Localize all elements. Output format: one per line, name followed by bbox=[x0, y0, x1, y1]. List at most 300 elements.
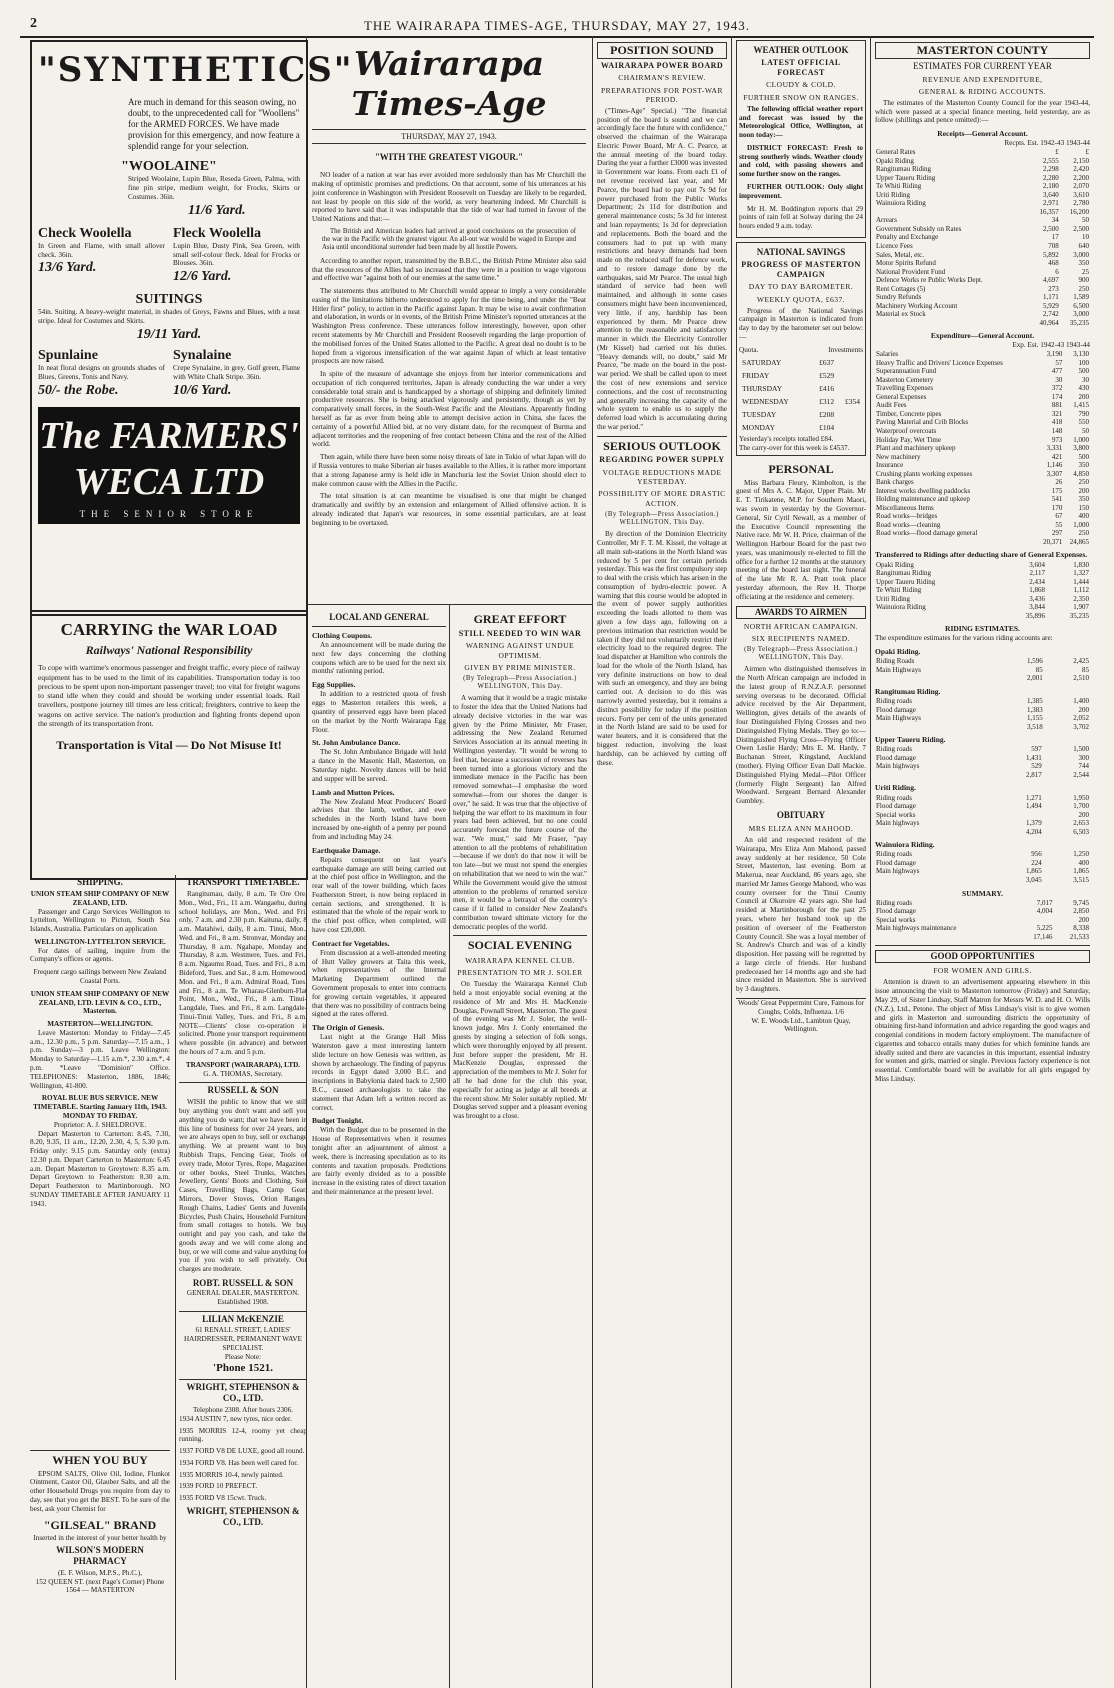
riding-row bbox=[875, 745, 1090, 754]
cell-label: Road works—flood damage general bbox=[876, 529, 978, 538]
expenditure-row bbox=[875, 538, 1090, 547]
synalaine-text: Crepe Synalaine, in grey. Golf green, Flame with White Chalk Stripe. 36in. bbox=[173, 364, 300, 381]
cell-value: 2,555 bbox=[1043, 156, 1059, 165]
cell-value: 1,155 bbox=[1026, 714, 1043, 723]
cell-value: 418 bbox=[1051, 418, 1063, 427]
cell-value: 21,533 bbox=[1069, 932, 1089, 941]
savings-day: MONDAY bbox=[742, 423, 776, 433]
receipts-row bbox=[875, 285, 1090, 294]
check-woolella-text: In Green and Flame, with small allover check. 36in. bbox=[38, 241, 165, 259]
cell-value: 2,200 bbox=[1073, 173, 1089, 182]
local-item-title: The Origin of Genesis. bbox=[312, 1023, 385, 1033]
cell-value: 881 bbox=[1051, 401, 1063, 410]
expenditure-row bbox=[875, 470, 1090, 479]
riding-row bbox=[875, 674, 1090, 683]
cell-value: 1,950 bbox=[1073, 793, 1089, 802]
editorial-body bbox=[312, 171, 586, 527]
receipts-row bbox=[875, 310, 1090, 319]
wright-car-list bbox=[179, 1415, 307, 1503]
local-item-text: Last night at the Grange Hall Miss Waterston gave a most interesting lantern slide lecture on how Genesis was written, as shown by archaeology. The finding of papyrus records in Egypt dated 3,000 B.C. and inscriptions in Babylonia dated back to 2,500 B.C., caused archaeologists to take the statement that Adam left a written record as correct. bbox=[312, 1033, 446, 1112]
receipts-row bbox=[875, 174, 1090, 183]
woolaine-title: "WOOLAINE" bbox=[121, 159, 217, 175]
local-general bbox=[312, 610, 446, 1680]
savings-row bbox=[741, 409, 861, 420]
summary-row bbox=[875, 899, 1090, 908]
cell-value: 30 bbox=[1055, 375, 1063, 384]
cell-value: 3,000 bbox=[1073, 250, 1089, 259]
riding-row bbox=[875, 828, 1090, 837]
serious-outlook-sub1: REGARDING POWER SUPPLY bbox=[599, 455, 725, 465]
wright-footer: WRIGHT, STEPHENSON & CO., LTD. bbox=[186, 1505, 300, 1527]
royal-blue-heading: ROYAL BLUE BUS SERVICE. NEW TIMETABLE. Starting January 11th, 1943. MONDAY TO FRIDAY. bbox=[33, 1094, 167, 1120]
cell-value: 2,425 bbox=[1073, 657, 1089, 666]
wilsons-pharmacy: WILSON'S MODERN PHARMACY bbox=[56, 1544, 144, 1566]
car-listing: 1934 AUSTIN 7, new tyres, nice order. bbox=[179, 1414, 292, 1423]
cell-value: 55 bbox=[1055, 520, 1063, 529]
expenditure-row bbox=[875, 495, 1090, 504]
weather-report: Mr H. M. Boddington reports that 29 points of rain fell at Solway during the 24 hours ended 9 a.m. today. bbox=[739, 204, 863, 231]
savings-box bbox=[736, 242, 866, 456]
savings-day: TUESDAY bbox=[742, 410, 777, 420]
cell-label: Upper Taueru Riding bbox=[876, 173, 936, 182]
cell-label: Main highways maintenance bbox=[876, 924, 957, 933]
cell-value: 350 bbox=[1078, 495, 1089, 504]
riding-name: Uriti Riding. bbox=[875, 783, 916, 793]
car-listing: 1939 FORD 10 PREFECT. bbox=[179, 1482, 258, 1491]
riding-intro: The expenditure estimates for the various riding accounts are: bbox=[875, 634, 1053, 643]
wright-phone: Telephone 2308. After hours 2306. bbox=[192, 1405, 294, 1414]
cell-label: Main highways bbox=[876, 819, 920, 828]
cell-label bbox=[875, 933, 1017, 942]
opportunities-heading: GOOD OPPORTUNITIES bbox=[875, 950, 1090, 963]
expenditure-row bbox=[875, 427, 1090, 436]
transfers-row bbox=[875, 603, 1090, 612]
cell-value: 3,190 bbox=[1046, 350, 1063, 359]
pharmacy-owner: (E. F. Wilson, M.P.S., Ph.C.), bbox=[57, 1568, 143, 1577]
shipping-column bbox=[30, 875, 170, 1435]
expenditure-row bbox=[875, 418, 1090, 427]
cell-label: Licence Fees bbox=[876, 241, 913, 250]
savings-investment bbox=[837, 383, 861, 394]
when-you-buy-ad bbox=[30, 1450, 170, 1681]
summary-row bbox=[875, 916, 1090, 925]
cell-label: Flood damage bbox=[876, 753, 916, 762]
riding-estimates bbox=[875, 647, 1090, 884]
cell-label: Audit Fees bbox=[876, 401, 907, 410]
savings-barometer bbox=[739, 355, 863, 436]
expenditure-row bbox=[875, 487, 1090, 496]
receipts-row bbox=[875, 216, 1090, 225]
gilseal-brand: "GILSEAL" BRAND bbox=[43, 1517, 157, 1532]
savings-row bbox=[741, 422, 861, 433]
cell-value: 3,436 bbox=[1029, 594, 1045, 603]
cell-value: 640 bbox=[1078, 241, 1089, 250]
expenditure-row bbox=[875, 453, 1090, 462]
awards-sub1: NORTH AFRICAN CAMPAIGN. bbox=[743, 621, 859, 631]
check-woolella-price: 13/6 Yard. bbox=[38, 260, 97, 276]
cell-value: 468 bbox=[1048, 259, 1059, 268]
cell-value: 708 bbox=[1048, 241, 1059, 250]
cell-label bbox=[875, 538, 1037, 547]
cell-label bbox=[875, 723, 997, 732]
receipts-row bbox=[875, 182, 1090, 191]
cell-value: 3,604 bbox=[1029, 560, 1045, 569]
cell-value: 200 bbox=[1078, 392, 1089, 401]
classifieds-column bbox=[175, 875, 307, 1680]
savings-quota: £529 bbox=[819, 370, 835, 380]
savings-heading: NATIONAL SAVINGS bbox=[756, 246, 846, 257]
cell-label: Defence Works re Public Works Dept. bbox=[876, 276, 983, 285]
car-listing: 1935 MORRIS 12-4, roomy yet cheap running. bbox=[179, 1426, 307, 1444]
cell-value: 200 bbox=[1078, 810, 1089, 819]
obituary-sub1: MRS ELIZA ANN MAHOOD. bbox=[748, 823, 854, 833]
shipping-frequent: Frequent cargo sailings between New Zealand Coastal Ports. bbox=[33, 968, 167, 985]
savings-row bbox=[741, 396, 861, 407]
railways-ad bbox=[30, 610, 308, 880]
great-effort-sub2: WARNING AGAINST UNDUE OPTIMISM. bbox=[465, 641, 575, 660]
county-intro: The estimates of the Masterton County Council for the year 1943-44, which were passed at a special finance meeting, held yesterday, are as follow (shillings and pence omitted):— bbox=[875, 98, 1090, 125]
savings-quota: £312 bbox=[819, 396, 835, 406]
local-item-text: In addition to a restricted quota of fresh eggs to Masterton retailers this week, a quantity of preserved eggs have been placed on the market by the North Wairarapa Egg Floor. bbox=[312, 690, 446, 734]
cell-value: 790 bbox=[1078, 409, 1089, 418]
shipping-heading: SHIPPING. bbox=[77, 877, 123, 887]
russell-tagline: GENERAL DEALER, MASTERTON. Established 1908. bbox=[186, 1288, 300, 1306]
editorial-date: THURSDAY, MAY 27, 1943. bbox=[312, 129, 586, 145]
cell-label: Main highways bbox=[876, 867, 920, 876]
cell-value: 500 bbox=[1078, 367, 1089, 376]
local-item-text: An announcement will be made during the next few days concerning the clothing coupons which are to be used for the next six months' rationing period. bbox=[312, 641, 446, 676]
expenditure-row bbox=[875, 410, 1090, 419]
cell-value: 1,700 bbox=[1073, 802, 1089, 811]
cell-value: 1,596 bbox=[1026, 657, 1043, 666]
expenditure-row bbox=[875, 436, 1090, 445]
expenditure-row bbox=[875, 521, 1090, 530]
railways-body: To cope with wartime's enormous passenger and freight traffic, every piece of railway equipment has to be used to the limit of its capabilities. Transportation today is too precious to be spent upon non-important passenger travel; too vital for freight wagons to stand idle when they could and should be working under essential loads. Rail travellers, postpone journey till times are less critical; freighters, contrive to keep the wagons on active service. The nation's production and fighting fronts depend upon the strength of its transportation front. bbox=[38, 663, 300, 728]
cell-label: Holding maintenance and upkeep bbox=[876, 495, 970, 504]
expenditure-row bbox=[875, 444, 1090, 453]
cell-value: 224 bbox=[1031, 858, 1042, 867]
suitings-price: 19/11 Yard. bbox=[136, 326, 202, 342]
cell-label: Rangitumau Riding bbox=[876, 165, 932, 174]
cell-label bbox=[875, 612, 1002, 621]
shipping-route: WELLINGTON-LYTTELTON SERVICE. bbox=[34, 937, 166, 946]
pharmacy-address: 152 QUEEN ST. (next Page's Corner) Phone 1564 — MASTERTON bbox=[35, 1577, 165, 1595]
transport-timetable-body: Rangitumau, daily, 8 a.m. Te Ore Ore, Mon., Wed., Fri., 11 a.m. Wangaehu, during school holidays, are Mon., Wed. and Fri. only, 7 a.m. and 2.30 p.m. Kaituna, daily, 8 a.m. Matahiwi, daily, 8 a.m. Tinui, Mon., Wed. and Fri., 8 a.m. Stronvar, Monday and Thursday, 8 a.m. Ngahape, Monday and Thursday, 8 a.m. Westmere, Tues. and Fri., 8 a.m. Ngaumu Road, Tues. and Fri., 8 a.m. Bideford, Tues. and Sat., 8 a.m. Homewood, Mon. and Fri., 8 a.m. Admiral Road, Tues. and Fri., 8 a.m. Te Wharau-Glenburn-Flat Point, Mon., Wed., Fri., 8 a.m. Tinui-Langdale, Tues. and Fri., 8 a.m. Langdale-Tinui-Tinui Valley, Tues. and Fri., 8 a.m. NOTE—Clients' close co-operation is solicited. Phone your transport requirements where possible (in advance) and between the hours of 7 a.m. and 5 p.m. bbox=[179, 889, 307, 1057]
cell-value: 4,004 bbox=[1036, 907, 1053, 916]
expenditure-row bbox=[875, 376, 1090, 385]
transfers-row bbox=[875, 569, 1090, 578]
cell-label: General Rates bbox=[876, 148, 916, 157]
cell-value: 2,052 bbox=[1073, 714, 1089, 723]
great-effort-dateline: (By Telegraph—Press Association.) WELLINGTON, This Day. bbox=[463, 674, 577, 691]
when-you-buy-note: Inserted in the interest of your better health by bbox=[33, 1534, 167, 1543]
cell-label: Government Subsidy on Rates bbox=[876, 224, 962, 233]
summary-heading: SUMMARY. bbox=[962, 888, 1003, 898]
expenditure-row bbox=[875, 359, 1090, 368]
receipts-row bbox=[875, 199, 1090, 208]
receipts-row bbox=[875, 302, 1090, 311]
cell-value: 477 bbox=[1051, 367, 1063, 376]
cell-label: Sales, Metal, etc. bbox=[876, 250, 925, 259]
savings-sub1: PROGRESS OF MASTERTON CAMPAIGN bbox=[741, 259, 861, 279]
social-evening-body: On Tuesday the Wairarapa Kennel Club held a most enjoyable social evening at the residence of Mr and Mrs H. MacKenzie Douglas, Pownall Street, Masterton. The guest of the evening was Mr J. Soler, the well-known judge. Mrs J. Conly entertained the guests by singing a selection of folk songs, which were thoroughly enjoyed by all present. Just before supper the president, Mr H. MacKenzie Douglas, expressed the appreciation of the members to Mr J. Soler for all he had done for the club this year, especially for acting as judge at all breeds at the recent show. Mr Soler suitably replied. Mr Douglas served supper and a pleasant evening was brought to a close. bbox=[453, 980, 588, 1121]
position-sound-heading: POSITION SOUND bbox=[597, 42, 727, 59]
cell-value: 1,830 bbox=[1073, 560, 1089, 569]
local-item-title: Lamb and Mutton Prices. bbox=[312, 787, 395, 797]
fleck-woolella-text: Lupin Blue, Dusty Pink, Sea Green, with small self-colour fleck. Ideal for Frocks or Blouses. 36in. bbox=[173, 241, 300, 268]
cell-value: 1,383 bbox=[1026, 705, 1043, 714]
cell-value: 3,518 bbox=[1026, 722, 1043, 731]
cell-value: 8,338 bbox=[1073, 924, 1089, 933]
savings-day: SATURDAY bbox=[742, 357, 782, 367]
serious-outlook-dateline: (By Telegraph—Press Association.) WELLINGTON, This Day. bbox=[605, 510, 719, 526]
cell-value: 1,112 bbox=[1073, 586, 1089, 595]
receipts-row bbox=[875, 268, 1090, 277]
cell-label bbox=[875, 771, 996, 780]
cell-value: 57 bbox=[1055, 358, 1063, 367]
expenditure-row bbox=[875, 504, 1090, 513]
royal-blue-proprietor: Proprietor: A. J. SHELDROVE. bbox=[53, 1120, 147, 1129]
cell-value: 200 bbox=[1078, 705, 1089, 714]
receipts-row bbox=[875, 157, 1090, 166]
cell-label: Rangitumau Riding bbox=[876, 569, 932, 578]
cell-value: 2,742 bbox=[1043, 310, 1059, 319]
cell-value: 100 bbox=[1078, 358, 1089, 367]
cell-value: 150 bbox=[1078, 503, 1089, 512]
expenditure-row bbox=[875, 529, 1090, 538]
transfers-heading: Transferred to Ridings after deducting share of General Expenses. bbox=[875, 550, 1088, 560]
cell-value: 2,971 bbox=[1043, 199, 1059, 208]
cell-label: Flood damage bbox=[876, 907, 916, 916]
cell-value: 1,250 bbox=[1073, 850, 1089, 859]
power-board-column bbox=[597, 40, 727, 1680]
farmers-logo: The FARMERS' WECA LTD bbox=[38, 407, 300, 508]
railways-subheading: Railways' National Responsibility bbox=[85, 642, 253, 657]
cell-label bbox=[875, 674, 997, 683]
weather-district: DISTRICT FORECAST: Fresh to strong southerly winds. Weather cloudy and cold, with passing showers and some further snow on the ranges. bbox=[739, 143, 863, 179]
cell-label: Riding Roads bbox=[876, 657, 915, 666]
riding-name: Wainuiora Riding. bbox=[875, 840, 935, 850]
page-number: 2 bbox=[30, 16, 37, 31]
riding-row bbox=[875, 867, 1090, 876]
woolaine-text: Striped Woolaine, Lupin Blue, Reseda Green, Palma, with fine pin stripe, medium weight, for Frocks, Skirts or Costumes. 36in. bbox=[128, 175, 300, 201]
riding-row bbox=[875, 802, 1090, 811]
cell-value: 300 bbox=[1078, 753, 1089, 762]
cell-label: Arrears bbox=[876, 216, 897, 225]
cell-value: 25 bbox=[1082, 267, 1089, 276]
cell-label: Insurance bbox=[876, 461, 904, 470]
shipping-agents: UNION STEAM SHIP COMPANY OF NEW ZEALAND, LTD. LEVIN & CO., LTD., Masterton. bbox=[30, 989, 170, 1016]
cell-value: 2,070 bbox=[1073, 182, 1089, 191]
opportunities-body: Attention is drawn to an advertisement appearing elsewhere in this issue announcing the visit to Masterton tomorrow (Friday) and Saturday, May 29, of Sister Lindsay, Staff Matron for Messrs W. D. and H. O. Wills (N.Z.), Ltd., Petone. The object of Miss Lindsay's visit is to give women and girls in Masterton and surrounding districts the opportunity of obtaining first-hand information and advice regarding the good wages and congenial conditions in modern factory employment. The manufacture of cigarettes and tobacco entails many duties for which feminine hands are ideally suited and there are vacancies in this important, essential industry for women and girls, married or single. Previous factory experience is not essential. Comfortable board will be available for all girls engaged by Miss Lindsay. bbox=[875, 978, 1090, 1084]
savings-row bbox=[741, 357, 861, 368]
cell-value: 2,420 bbox=[1073, 165, 1089, 174]
great-effort-column bbox=[453, 610, 587, 1680]
weather-sub1: LATEST OFFICIAL FORECAST bbox=[761, 57, 841, 77]
cell-label: Salaries bbox=[876, 350, 899, 359]
cell-value: 200 bbox=[1078, 486, 1089, 495]
cell-value: 2,298 bbox=[1043, 165, 1059, 174]
riding-name: Rangitumau Riding. bbox=[875, 686, 941, 696]
savings-intro: Progress of the National Savings campaign in Masterton is indicated from day to day by the barometer set out below:— bbox=[739, 306, 863, 341]
cell-value: 400 bbox=[1078, 858, 1089, 867]
cell-label: Sundry Refunds bbox=[876, 293, 922, 302]
personal-heading: PERSONAL bbox=[768, 461, 834, 476]
riding-row bbox=[875, 723, 1090, 732]
expenditure-row bbox=[875, 461, 1090, 470]
cell-value: 2,350 bbox=[1073, 594, 1089, 603]
cell-label: Wainuiora Riding bbox=[876, 199, 926, 208]
cell-label: Bank charges bbox=[876, 478, 914, 487]
savings-carry: The carry-over for this week is £4537. bbox=[739, 444, 850, 453]
transport-timetable-heading: TRANSPORT TIMETABLE. bbox=[186, 877, 300, 887]
great-effort-heading: GREAT EFFORT bbox=[473, 612, 567, 626]
cell-value: 2,117 bbox=[1029, 569, 1045, 578]
savings-day: FRIDAY bbox=[742, 370, 770, 380]
cell-label: Penalty and Exchange bbox=[876, 233, 939, 242]
riding-row bbox=[875, 859, 1090, 868]
great-effort-sub3: GIVEN BY PRIME MINISTER. bbox=[464, 662, 576, 672]
expenditure-row bbox=[875, 384, 1090, 393]
cell-value: 16,200 bbox=[1069, 207, 1089, 216]
fleck-woolella-title: Fleck Woolella bbox=[173, 225, 262, 241]
editorial-paragraph: According to another report, transmitted by the B.B.C., the British Prime Minister also said that the resources of the Allies had so increased that they were in a position to wage vigorous and effective war "against both of our enemies at the same time." bbox=[312, 256, 586, 283]
cell-value: 2,500 bbox=[1043, 224, 1059, 233]
synthetics-intro: Are much in demand for this season owing, no doubt, to the unprecedented call for "Woollens" for the ARMED FORCES. We have made provision for this emergency, and now feature a splendid range for your selection. bbox=[128, 97, 300, 152]
riding-name: Opaki Riding. bbox=[875, 647, 921, 657]
riding-row bbox=[875, 697, 1090, 706]
car-listing: 1934 FORD V8. Has been well cared for. bbox=[179, 1458, 299, 1467]
shipping-services: Passenger and Cargo Services Wellington to Lyttelton, Wellington to Picton, South Sea Islands, Australia. Particulars on application bbox=[30, 907, 170, 934]
cell-value: 900 bbox=[1078, 276, 1089, 285]
riding-table bbox=[875, 794, 1090, 837]
cell-value: 3,610 bbox=[1073, 190, 1089, 199]
synthetics-ad bbox=[30, 40, 354, 616]
cell-value: 2,510 bbox=[1073, 674, 1089, 683]
cell-value: 1,494 bbox=[1026, 802, 1042, 811]
cell-value: 1,327 bbox=[1073, 569, 1089, 578]
county-sub3: GENERAL & RIDING ACCOUNTS. bbox=[918, 86, 1047, 96]
cell-value: 3,844 bbox=[1029, 603, 1045, 612]
cell-value: 24,865 bbox=[1069, 537, 1089, 546]
riding-row bbox=[875, 754, 1090, 763]
editorial bbox=[312, 40, 586, 600]
transfers-row bbox=[875, 586, 1090, 595]
county-sub1: ESTIMATES FOR CURRENT YEAR bbox=[913, 60, 1052, 71]
cell-value: 1,868 bbox=[1029, 586, 1045, 595]
cell-value: 350 bbox=[1078, 461, 1089, 470]
transfers-row bbox=[875, 595, 1090, 604]
cell-value: 597 bbox=[1031, 745, 1042, 754]
cell-label: Road works—bridges bbox=[876, 512, 938, 521]
cell-value: 541 bbox=[1051, 495, 1063, 504]
savings-col-quota: Quota. bbox=[739, 345, 759, 354]
cell-value: 1,271 bbox=[1026, 793, 1042, 802]
local-item-title: Earthquake Damage. bbox=[312, 845, 381, 855]
cell-label: Travelling Expenses bbox=[876, 384, 934, 393]
cell-value: 34 bbox=[1051, 216, 1059, 225]
awards-sub2: SIX RECIPIENTS NAMED. bbox=[751, 633, 851, 643]
summary-row bbox=[875, 933, 1090, 942]
cell-label: Flood damage bbox=[876, 858, 916, 867]
cell-value: 4,697 bbox=[1043, 276, 1059, 285]
cell-label: Opaki Riding bbox=[876, 560, 914, 569]
mckenzie-address: 61 RENALL STREET, LADIES' HAIRDRESSER, PERMANENT WAVE SPECIALIST. bbox=[183, 1326, 302, 1353]
cell-value: 30 bbox=[1082, 375, 1089, 384]
cell-label: Main highways bbox=[876, 762, 920, 771]
cell-value: 1,171 bbox=[1043, 293, 1059, 302]
masterton-wellington-text: Leave Masterton: Monday to Friday—7.45 a.m., 12.30 p.m., 5 p.m. Saturday—7.15 a.m., 1 p.m. Sunday—3 p.m. Leave Wellington: Monday to Saturday—1.15 a.m.*, 2.30 a.m.*, 4 p.m. *Leave "Dominion" Office. TELEPHONES: Masterton, 1886, 1846; Wellington, 41-800. bbox=[30, 1028, 170, 1090]
news-column bbox=[736, 40, 866, 1680]
suitings-text: 54in. Suiting. A heavy-weight material, in shades of Greys, Fawns and Blues, with a neat stripe. Ideal for Costumes and Skirts. bbox=[38, 308, 300, 326]
cell-value: 2,500 bbox=[1073, 224, 1089, 233]
cell-value: 35,896 bbox=[1025, 611, 1045, 620]
cell-value: 1,146 bbox=[1046, 461, 1063, 470]
synalaine-title: Synalaine bbox=[173, 348, 232, 364]
editorial-paragraph: In spite of the measure of advantage she enjoys from her interior communications and occupation of rich conquered territories, Japan is already conducting the war under a very considerable total strain and is handicapped by a shortage of shipping and definitely limited productive resources. She is being attacked vigorously and persistently, though as yet by comparatively small forces, in the South-West Pacific and the Aleutians. Apparently finding herself as far as ever from being able to attempt decisive action in China, she faces the certainty of a powerful Allied bid, at no very distant date, for the reconquest of Burma and adjacent territories and the reopening of free contact between China and the rest of the Allied world. bbox=[312, 370, 586, 449]
synthetics-heading: "SYNTHETICS" bbox=[38, 50, 354, 90]
local-item-text: Repairs consequent on last year's earthquake damage are still being carried out at the chief post office in Wellington, and the rear wall of the tower building, which faces Featherston Street, is now being replaced in certain sections, and strengthened. It is estimated that the whole of the repair work to the chief post office, when completed, will have cost £20,000. bbox=[312, 855, 446, 934]
royal-blue-times: Depart Masterton to Carterton: 8.45, 7.30, 8.20, 9.35, 11 a.m., 12.20, 2.30, 4, 5, 5.30 p.m. Friday only: 9.15 p.m. Saturday only (extra) 12.30 p.m. Depart Carterton to Masterton: 6.45 a.m. Depart Masterton to Greytown: 8.35 a.m. Depart Greytown to Featherston: 8.30 a.m. Depart Featherston to Martinborough. NO SUNDAY TIMETABLE AFTER JANUARY 11 1943. bbox=[30, 1129, 170, 1208]
cell-label: New machinery bbox=[876, 452, 921, 461]
savings-row bbox=[741, 370, 861, 381]
cell-value: 6 bbox=[1055, 267, 1059, 276]
cell-value: 321 bbox=[1051, 409, 1063, 418]
cell-label: Flood damage bbox=[876, 802, 916, 811]
cell-value: 1,385 bbox=[1026, 697, 1043, 706]
cell-value: 744 bbox=[1078, 762, 1089, 771]
cell-label: Rent Cottages (5) bbox=[876, 284, 926, 293]
receipts-row bbox=[875, 148, 1090, 157]
savings-col-investments: Investments bbox=[828, 345, 863, 354]
awards-heading: AWARDS TO AIRMEN bbox=[736, 606, 866, 619]
cell-value: 3,331 bbox=[1046, 444, 1063, 453]
riding-table bbox=[875, 745, 1090, 779]
riding-name: Upper Taueru Riding. bbox=[875, 735, 946, 745]
newspaper-nameplate: Wairarapa Times-Age bbox=[351, 44, 547, 124]
cell-label: Special works bbox=[876, 915, 916, 924]
cell-value: 2,544 bbox=[1073, 770, 1089, 779]
cell-value: 5,892 bbox=[1043, 250, 1059, 259]
local-item-title: Budget Tonight. bbox=[312, 1116, 364, 1126]
social-evening-sub2: PRESENTATION TO MR J. SOLER bbox=[457, 968, 583, 978]
cell-value: 550 bbox=[1078, 418, 1089, 427]
receipts-row bbox=[875, 293, 1090, 302]
when-you-buy-heading: WHEN YOU BUY bbox=[52, 1453, 148, 1467]
cell-value: 26 bbox=[1055, 478, 1063, 487]
receipts-row bbox=[875, 259, 1090, 268]
riding-table bbox=[875, 850, 1090, 884]
woolaine-price: 11/6 Yard. bbox=[188, 202, 246, 218]
cell-value: 956 bbox=[1031, 850, 1042, 859]
mckenzie-name: LILIAN McKENZIE bbox=[202, 1313, 284, 1324]
cell-value: 1,415 bbox=[1073, 401, 1089, 410]
receipts-row bbox=[875, 191, 1090, 200]
local-item-title: Egg Supplies. bbox=[312, 680, 356, 690]
obituary-heading: OBITUARY bbox=[776, 809, 826, 820]
cell-value: 3,515 bbox=[1073, 876, 1089, 885]
column-rule bbox=[731, 36, 732, 1688]
cell-value: 4,204 bbox=[1026, 827, 1042, 836]
cell-value: 20,371 bbox=[1043, 537, 1063, 546]
cell-value: 2,817 bbox=[1026, 770, 1042, 779]
cell-value: 67 bbox=[1055, 512, 1063, 521]
editorial-paragraph: The British and American leaders had arrived at good conclusions on the prosecution of the war in the Pacific with the greatest vigour. An all-out war would be waged in Europe and Asia until unconditional surrender had been made by all hostile Powers. bbox=[322, 227, 576, 252]
shipping-dates: For dates of sailing, inquire from the Company's offices or agents. bbox=[30, 946, 170, 964]
opportunities-sub1: FOR WOMEN AND GIRLS. bbox=[933, 966, 1032, 976]
cell-value: 4,850 bbox=[1073, 469, 1089, 478]
cell-value: 2,001 bbox=[1026, 674, 1043, 683]
